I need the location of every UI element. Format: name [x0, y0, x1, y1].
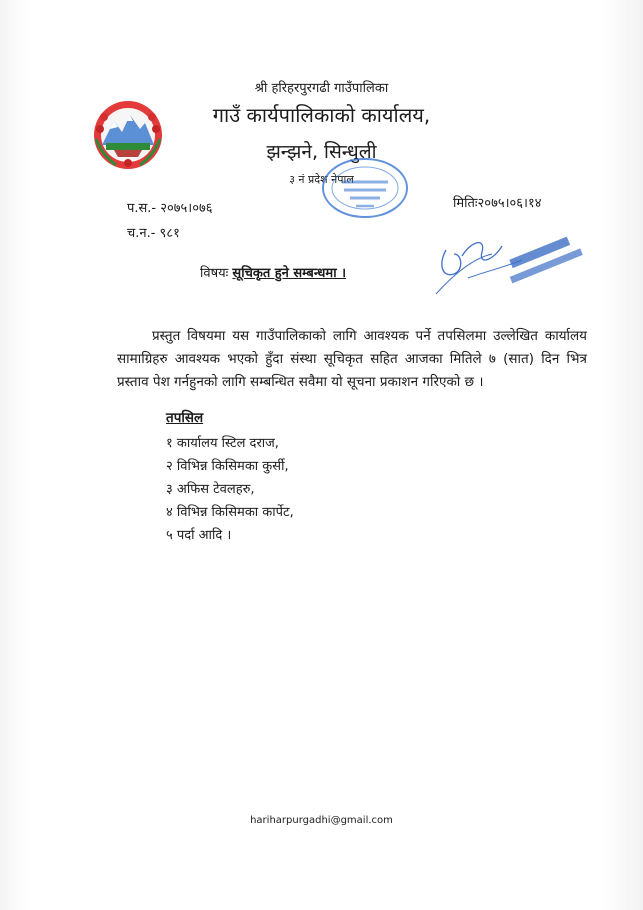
letterhead-office: गाउँ कार्यपालिकाको कार्यालय,	[212, 103, 431, 127]
office-stamp-icon	[320, 156, 410, 220]
footer-email: hariharpurgadhi@gmail.com	[250, 815, 393, 826]
list-item: १ कार्यालय स्टिल दराज,	[166, 436, 279, 451]
body-paragraph: प्रस्तुत विषयमा यस गाउँपालिकाको लागि आवश्यक पर्ने तपसिलमा उल्लेखित कार्यालय सामाग्रिहरु आवश्यक भएको हुँदा संस्था सूचिकृत सहित आजका मितिले ७ (सात) दिन भित्र प्रस्ताव पेश गर्नहुनको लागि सम्बन्धित सवैमा यो सूचना प्रकाशन गरिएको छ ।	[117, 327, 587, 390]
letterhead-province: ३ नं प्रदेश नेपाल	[289, 173, 354, 186]
list-item: ५ पर्दा आदि ।	[166, 528, 232, 543]
reference-number: प.स.- २०७५।०७६	[127, 201, 213, 216]
list-item: ३ अफिस टेवलहरु,	[166, 482, 255, 497]
subject-line	[200, 263, 346, 281]
letterhead-municipality: श्री हरिहरपुरगढी गाउँपालिका	[254, 81, 389, 96]
dispatch-number: च.न.- ९८१	[127, 226, 180, 241]
signature-icon	[432, 214, 592, 298]
tapsil-heading: तपसिल	[166, 410, 204, 426]
subject-text: सूचिकृत हुने सम्बन्धमा ।	[232, 266, 347, 281]
subject-prefix: विषयः	[200, 266, 229, 281]
tapsil-list	[166, 432, 294, 547]
letter-date: मितिः२०७५।०६।१४	[453, 196, 542, 211]
list-item: २ विभिन्न किसिमका कुर्सी,	[166, 459, 289, 474]
letterhead-address: झन्झने, सिन्धुली	[266, 141, 377, 163]
list-item: ४ विभिन्न किसिमका कार्पेट,	[166, 505, 294, 520]
